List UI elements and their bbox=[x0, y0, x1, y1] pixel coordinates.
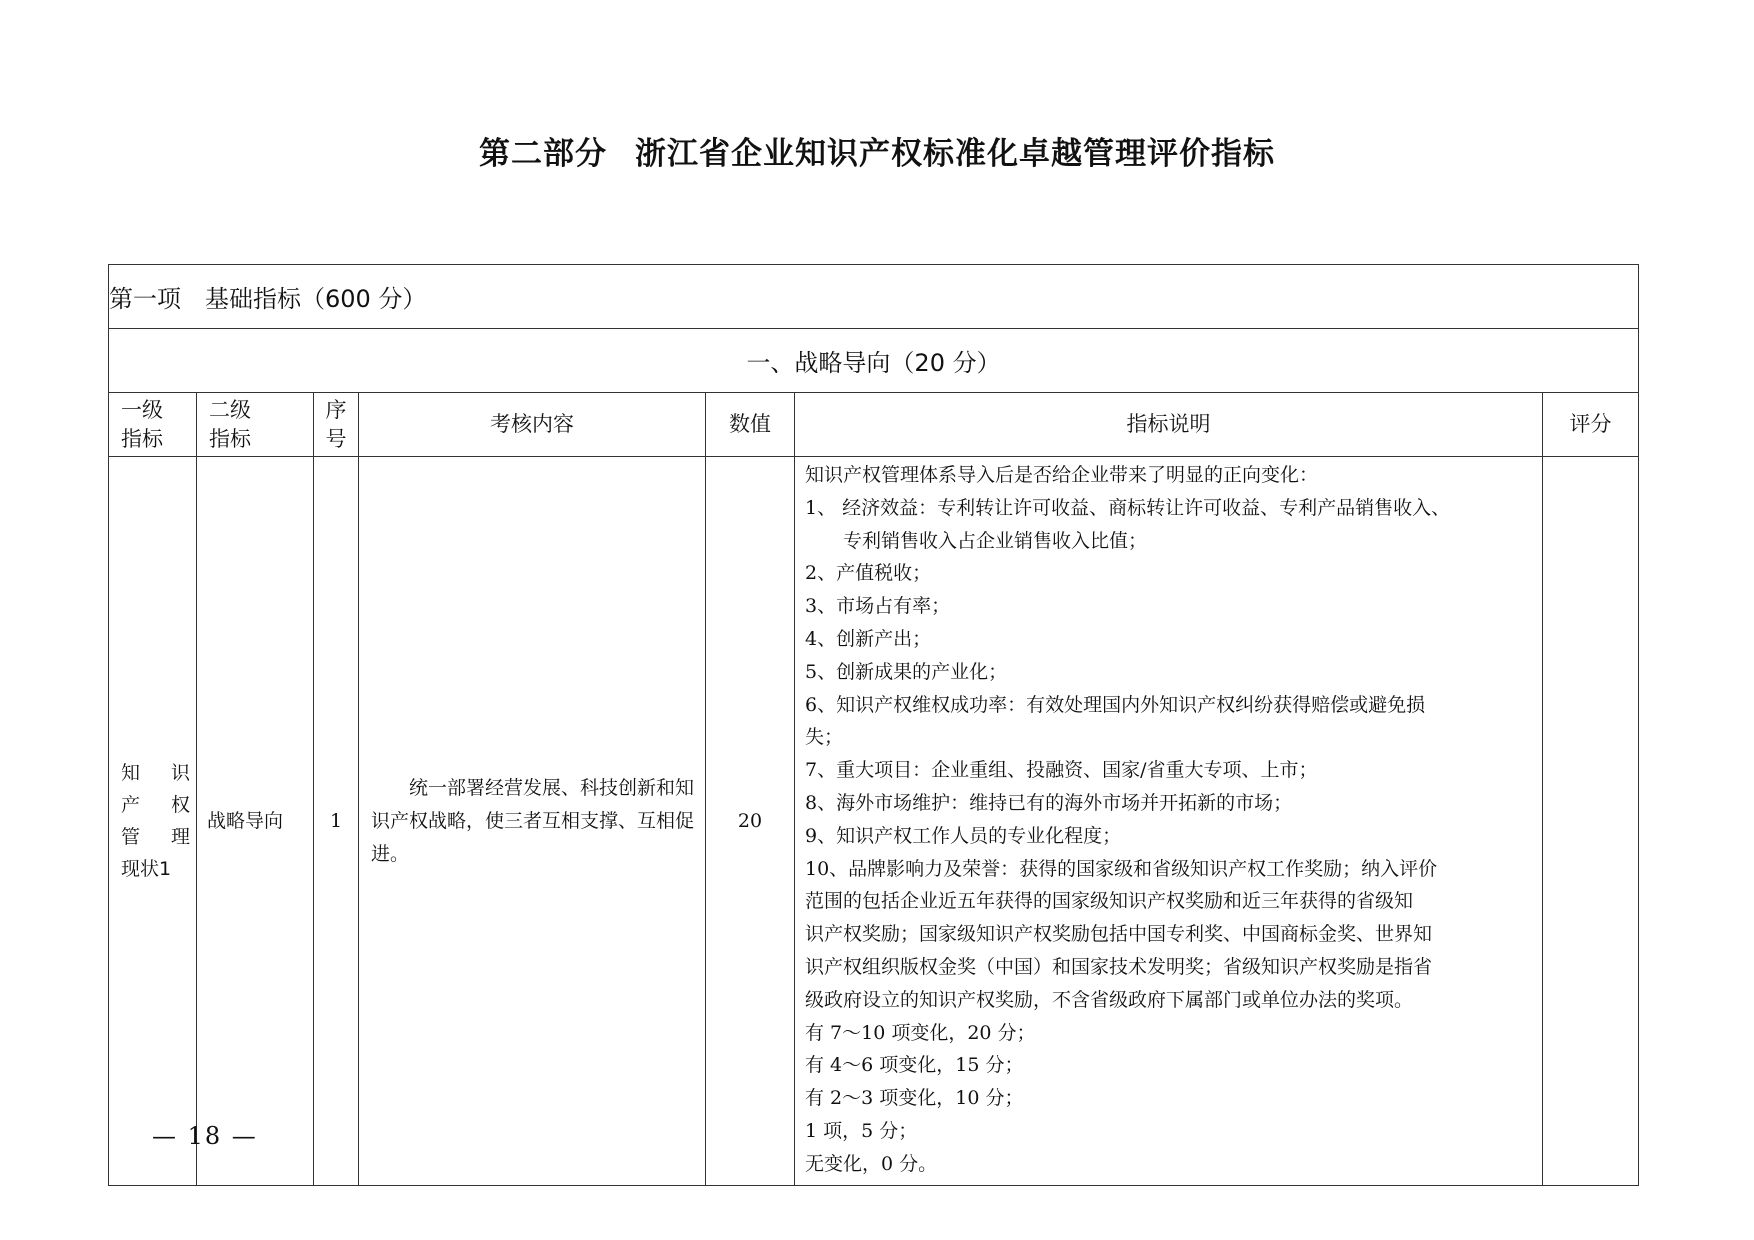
level1-char: 权 bbox=[170, 794, 190, 816]
header-level1-line: 一级 bbox=[121, 397, 163, 422]
desc-line: 3、市场占有率； bbox=[805, 595, 951, 618]
title-part: 第二部分 bbox=[479, 136, 607, 172]
indicator-description bbox=[795, 457, 1543, 1186]
level2-indicator: 战略导向 bbox=[197, 457, 314, 1186]
header-seq-line: 号 bbox=[325, 426, 347, 451]
header-level2-line: 二级 bbox=[209, 397, 251, 422]
level1-char: 识 bbox=[170, 762, 190, 784]
level1-char: 知 bbox=[121, 762, 141, 784]
desc-line: 识产权组织版权金奖（中国）和国家技术发明奖；省级知识产权奖励是指省 bbox=[805, 955, 1433, 978]
sequence-number: 1 bbox=[314, 457, 359, 1186]
desc-line: 4、创新产出； bbox=[805, 627, 932, 650]
header-seq-line: 序 bbox=[325, 397, 347, 422]
section-row bbox=[109, 265, 1639, 329]
table-row bbox=[109, 457, 1639, 1186]
title-text: 浙江省企业知识产权标准化卓越管理评价指标 bbox=[635, 136, 1275, 172]
header-level1-line: 指标 bbox=[121, 426, 163, 451]
level1-char: 管 bbox=[121, 826, 141, 848]
desc-line: 有 4～6 项变化，15 分； bbox=[805, 1054, 1024, 1077]
desc-line: 识产权奖励；国家级知识产权奖励包括中国专利奖、中国商标金奖、世界知 bbox=[805, 923, 1433, 946]
header-seq bbox=[314, 393, 359, 457]
header-score: 评分 bbox=[1543, 393, 1639, 457]
desc-line: 2、产值税收； bbox=[805, 562, 932, 585]
desc-line: 5、创新成果的产业化； bbox=[805, 660, 1008, 683]
desc-line: 有 2～3 项变化，10 分； bbox=[805, 1087, 1024, 1110]
desc-line: 7、重大项目：企业重组、投融资、国家/省重大专项、上市； bbox=[805, 759, 1318, 782]
desc-line: 知识产权管理体系导入后是否给企业带来了明显的正向变化： bbox=[805, 464, 1319, 486]
desc-line: 1、 经济效益：专利转让许可收益、商标转让许可收益、专利产品销售收入、 bbox=[805, 496, 1451, 519]
level1-char: 现状1 bbox=[121, 858, 172, 880]
desc-line: 级政府设立的知识产权奖励，不含省级政府下属部门或单位办法的奖项。 bbox=[805, 988, 1414, 1011]
score-cell bbox=[1543, 457, 1639, 1186]
header-level2-line: 指标 bbox=[209, 426, 251, 451]
header-desc: 指标说明 bbox=[795, 393, 1543, 457]
value-cell: 20 bbox=[706, 457, 795, 1186]
header-level1 bbox=[109, 393, 197, 457]
level1-indicator bbox=[109, 457, 197, 1186]
level1-char: 理 bbox=[170, 826, 190, 848]
desc-line: 专利销售收入占企业销售收入比值； bbox=[843, 529, 1148, 552]
section-title: 第一项 基础指标（600 分） bbox=[109, 265, 1639, 329]
desc-line: 1 项，5 分； bbox=[805, 1119, 918, 1142]
assessment-content: 统一部署经营发展、科技创新和知识产权战略，使三者互相支撑、互相促进。 bbox=[359, 457, 706, 1186]
header-row bbox=[109, 393, 1639, 457]
page-title bbox=[0, 128, 1754, 173]
header-value: 数值 bbox=[706, 393, 795, 457]
desc-line: 范围的包括企业近五年获得的国家级知识产权奖励和近三年获得的省级知 bbox=[805, 890, 1414, 913]
level1-char: 产 bbox=[121, 794, 141, 816]
desc-line: 9、知识产权工作人员的专业化程度； bbox=[805, 824, 1122, 847]
desc-line: 10、品牌影响力及荣誉：获得的国家级和省级知识产权工作奖励；纳入评价 bbox=[805, 857, 1438, 880]
header-content: 考核内容 bbox=[359, 393, 706, 457]
page-number: — 18 — bbox=[152, 1122, 258, 1150]
subsection-title: 一、战略导向（20 分） bbox=[109, 329, 1639, 393]
desc-line: 6、知识产权维权成功率：有效处理国内外知识产权纠纷获得赔偿或避免损 bbox=[805, 693, 1426, 716]
desc-line: 无变化，0 分。 bbox=[805, 1152, 938, 1175]
evaluation-table bbox=[108, 264, 1639, 1186]
header-level2 bbox=[197, 393, 314, 457]
desc-line: 失； bbox=[805, 726, 844, 749]
desc-line: 有 7～10 项变化，20 分； bbox=[805, 1021, 1036, 1044]
subsection-row bbox=[109, 329, 1639, 393]
desc-line: 8、海外市场维护：维持已有的海外市场并开拓新的市场； bbox=[805, 791, 1293, 814]
